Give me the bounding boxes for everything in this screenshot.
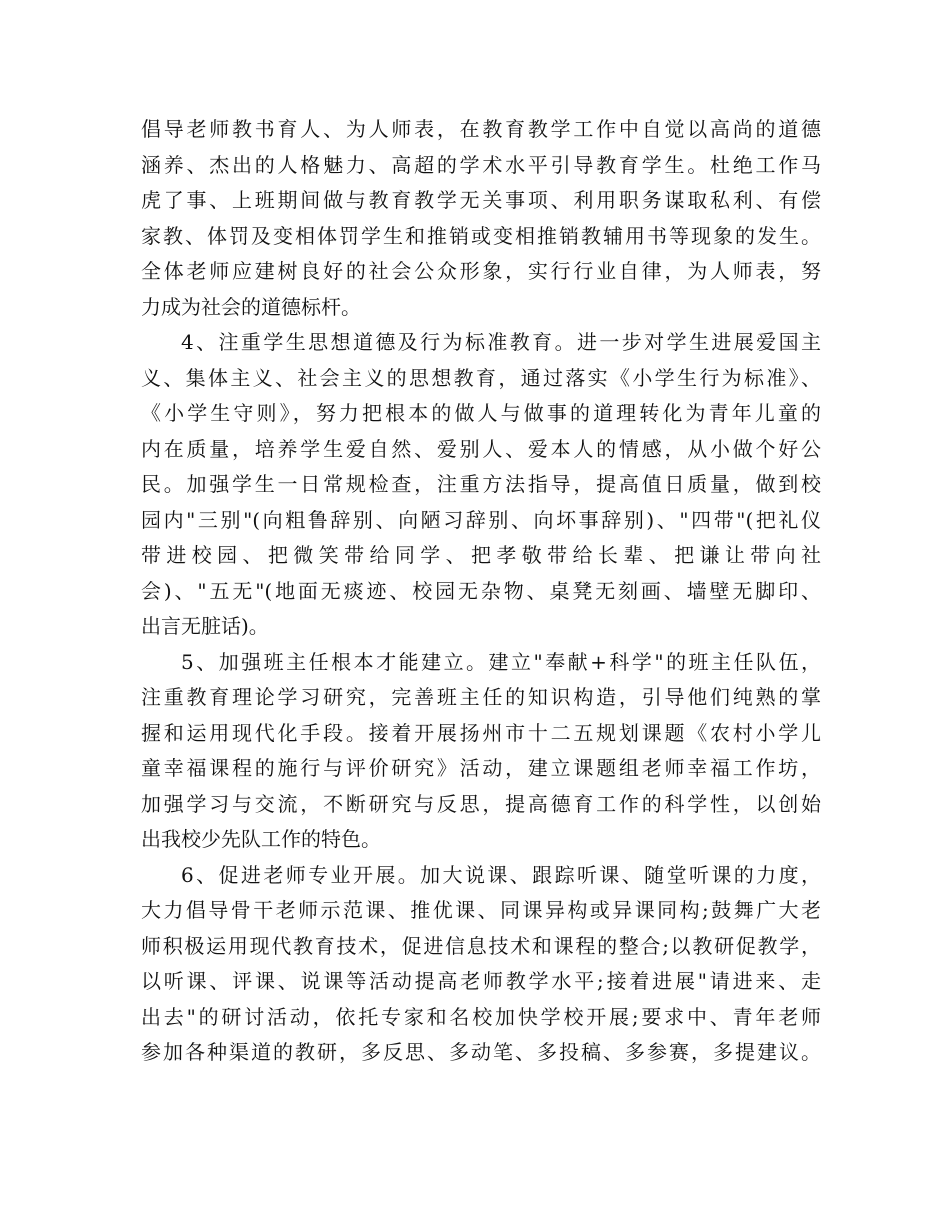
text-line: 出我校少先队工作的特色。 [141, 827, 381, 851]
text-line: 会)、"五无"(地面无痰迹、校园无杂物、桌凳无刻画、墙壁无脚印、 [141, 578, 821, 603]
text-line: 握和运用现代化手段。接着开展扬州市十二五规划课题《农村小学儿 [141, 720, 821, 745]
paragraph-first-line: 6、促进老师专业开展。加大说课、跟踪听课、随堂听课的力度， [181, 862, 821, 887]
text-line: 民。加强学生一日常规检查，注重方法指导，提高值日质量，做到校 [141, 472, 821, 496]
text-line: 加强学习与交流，不断研究与反思，提高德育工作的科学性，以创始 [141, 791, 821, 816]
text-line: 带进校园、把微笑带给同学、把孝敬带给长辈、把谦让带向社 [141, 543, 821, 567]
text-line: 注重教育理论学习研究，完善班主任的知识构造，引导他们纯熟的掌 [141, 685, 821, 709]
text-line: 家教、体罚及变相体罚学生和推销或变相推销教辅用书等现象的发生。 [141, 223, 821, 248]
text-line: 全体老师应建树良好的社会公众形象，实行行业自律，为人师表，努 [141, 259, 821, 283]
text-line: 内在质量，培养学生爱自然、爱别人、爱本人的情感，从小做个好公 [141, 436, 821, 461]
paragraph-6 [141, 858, 821, 1071]
paragraph-first-line: 5、加强班主任根本才能建立。建立"奉献+科学"的班主任队伍， [181, 649, 821, 674]
text-line: 园内"三别"(向粗鲁辞别、向陋习辞别、向坏事辞别)、"四带"(把礼仪 [141, 507, 821, 532]
paragraph-4 [141, 325, 821, 645]
text-line: 虎了事、上班期间做与教育教学无关事项、利用职务谋取私利、有偿 [141, 188, 821, 212]
text-line: 出言无脏话)。 [141, 614, 269, 638]
text-line: 《小学生守则》，努力把根本的做人与做事的道理转化为青年儿童的 [141, 401, 821, 425]
text-line: 倡导老师教书育人、为人师表，在教育教学工作中自觉以高尚的道德 [141, 117, 821, 141]
text-line: 师积极运用现代教育技术，促进信息技术和课程的整合;以教研促教学， [141, 933, 821, 958]
text-line: 出去"的研讨活动，依托专家和名校加快学校开展;要求中、青年老师 [141, 1004, 821, 1029]
text-line: 童幸福课程的施行与评价研究》活动，建立课题组老师幸福工作坊， [141, 756, 821, 780]
paragraph-continued [141, 112, 821, 325]
document-body [141, 112, 821, 1071]
text-line: 涵养、杰出的人格魅力、高超的学术水平引导教育学生。杜绝工作马 [141, 152, 821, 177]
text-line: 力成为社会的道德标杆。 [141, 294, 361, 319]
text-line: 以听课、评课、说课等活动提高老师教学水平;接着进展"请进来、走 [141, 969, 821, 993]
text-line: 义、集体主义、社会主义的思想教育，通过落实《小学生行为标准》、 [141, 365, 821, 390]
text-line: 参加各种渠道的教研，多反思、多动笔、多投稿、多参赛，多提建议。 [141, 1040, 821, 1064]
paragraph-first-line: 4、注重学生思想道德及行为标准教育。进一步对学生进展爱国主 [181, 330, 821, 354]
paragraph-5 [141, 645, 821, 858]
text-line: 大力倡导骨干老师示范课、推优课、同课异构或异课同构;鼓舞广大老 [141, 898, 821, 922]
